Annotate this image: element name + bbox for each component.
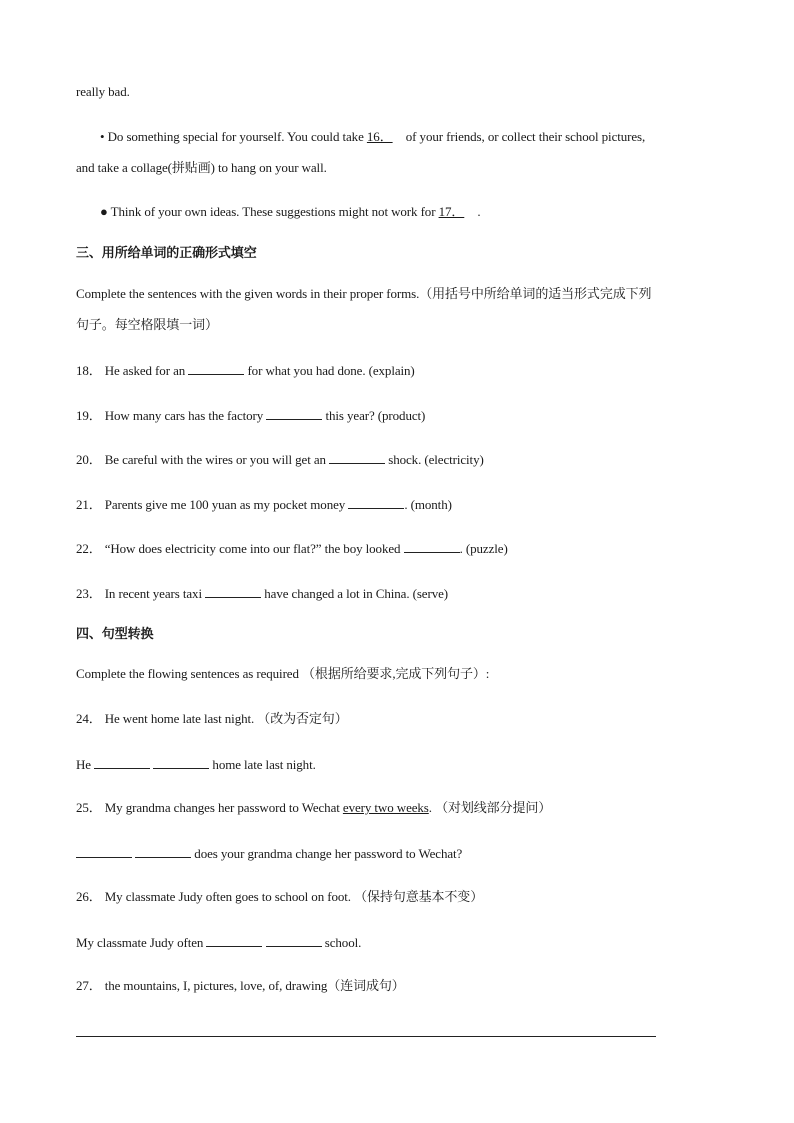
question-24: 24． He went home late last night. （改为否定句）	[76, 711, 348, 726]
answer-blank[interactable]	[348, 496, 404, 509]
answer-24: He home late last night.	[76, 757, 316, 772]
passage-line: really bad.	[76, 84, 130, 99]
section-3-instruction-cont: 句子。每空格限填一词）	[76, 317, 218, 332]
answer-blank[interactable]	[94, 756, 150, 769]
question-19: 19． How many cars has the factory this year? (product)	[76, 408, 426, 423]
question-20: 20． Be careful with the wires or you will get an shock. (electricity)	[76, 452, 484, 467]
answer-line-27[interactable]	[76, 1036, 656, 1037]
section-4-instruction: Complete the flowing sentences as required （根据所给要求,完成下列句子）:	[76, 666, 490, 681]
passage-bullet-1: • Do something special for yourself. You could take 16． of your friends, or collect their school pictures,	[100, 129, 646, 144]
answer-blank[interactable]	[153, 756, 209, 769]
question-25: 25． My grandma changes her password to Wechat every two weeks. （对划线部分提问）	[76, 800, 552, 815]
answer-blank[interactable]	[76, 845, 132, 858]
answer-blank[interactable]	[206, 934, 262, 947]
answer-25: does your grandma change her password to Wechat?	[76, 845, 462, 862]
answer-blank[interactable]	[266, 407, 322, 420]
answer-blank[interactable]	[135, 845, 191, 858]
question-26: 26． My classmate Judy often goes to school on foot. （保持句意基本不变）	[76, 889, 484, 904]
answer-blank[interactable]	[404, 540, 460, 553]
section-3-heading: 三、用所给单词的正确形式填空	[76, 245, 257, 260]
passage-bullet-2: ● Think of your own ideas. These suggestions might not work for 17． .	[100, 204, 481, 219]
answer-blank[interactable]	[329, 451, 385, 464]
question-21: 21． Parents give me 100 yuan as my pocket money . (month)	[76, 497, 452, 512]
section-4-heading: 四、句型转换	[76, 626, 154, 641]
answer-blank[interactable]	[266, 934, 322, 947]
question-27: 27． the mountains, I, pictures, love, of, drawing（连词成句）	[76, 978, 405, 993]
blank-16[interactable]: 16．	[366, 129, 393, 144]
question-18: 18． He asked for an for what you had done. (explain)	[76, 363, 415, 378]
passage-bullet-1-cont: and take a collage(拼贴画) to hang on your wall.	[76, 160, 327, 175]
question-22: 22． “How does electricity come into our flat?” the boy looked . (puzzle)	[76, 541, 508, 556]
blank-17[interactable]: 17．	[438, 204, 465, 219]
section-3-instruction: Complete the sentences with the given words in their proper forms.（用括号中所给单词的适当形式完成下列	[76, 286, 652, 301]
question-23: 23． In recent years taxi have changed a lot in China. (serve)	[76, 586, 449, 601]
answer-blank[interactable]	[205, 585, 261, 598]
answer-26: My classmate Judy often school.	[76, 935, 362, 950]
answer-blank[interactable]	[188, 362, 244, 375]
